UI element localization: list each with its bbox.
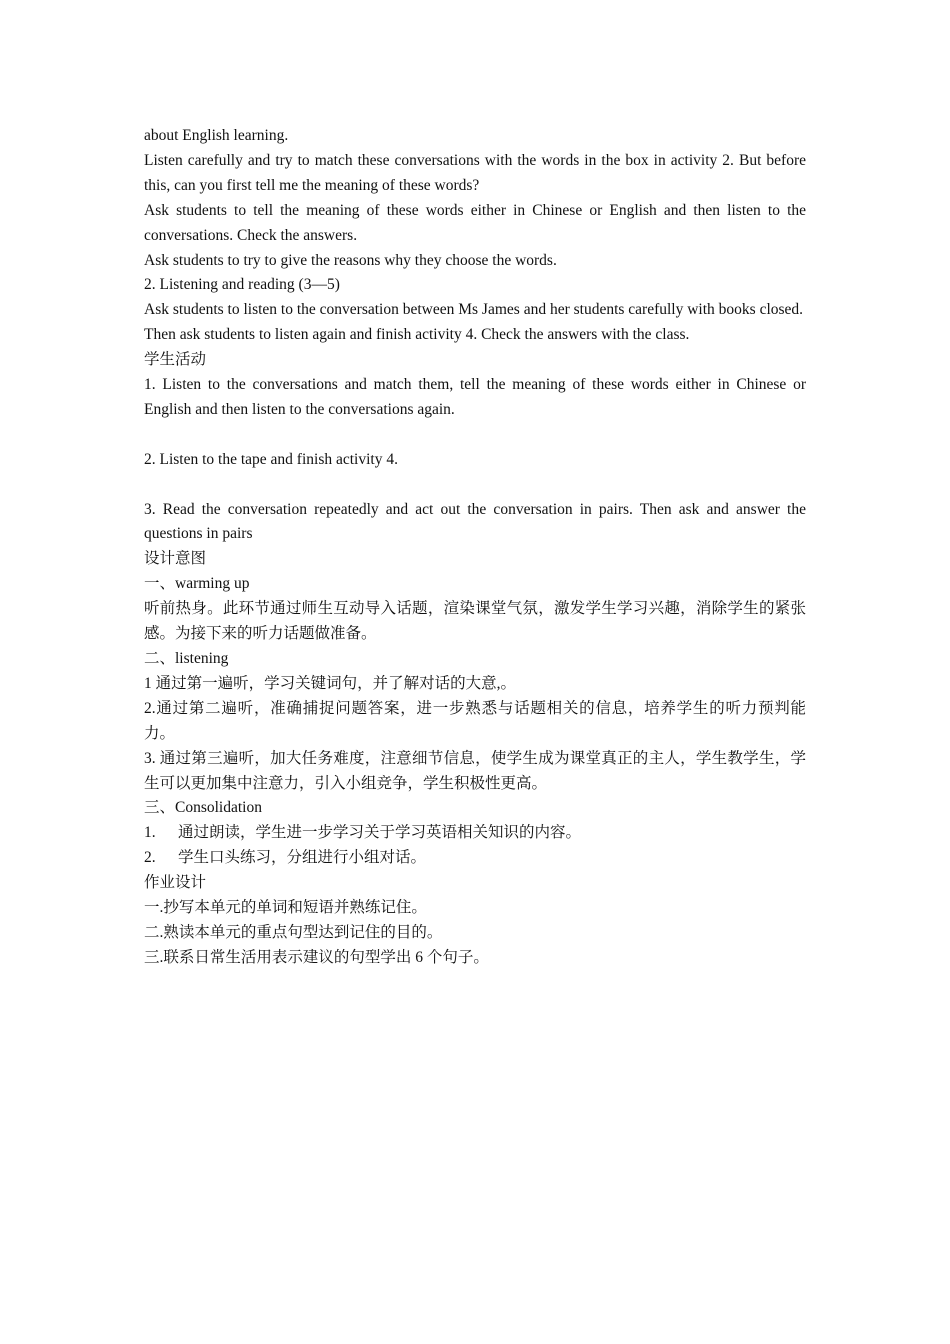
- text-line: Ask students to try to give the reasons why they choose the words.: [144, 251, 557, 269]
- subheading: 一、warming up: [144, 575, 250, 593]
- homework-item: 二.熟读本单元的重点句型达到记住的目的。: [144, 923, 443, 941]
- text-paragraph: 听前热身。此环节通过师生互动导入话题，渲染课堂气氛，激发学生学习兴趣，消除学生的紧张感。为接下来的听力话题做准备。: [144, 600, 806, 643]
- homework-item: 三.联系日常生活用表示建议的句型学出 6 个句子。: [144, 948, 489, 966]
- homework-item: 一.抄写本单元的单词和短语并熟练记住。: [144, 899, 427, 917]
- text-line: Then ask students to listen again and finish activity 4. Check the answers with the class.: [144, 326, 690, 344]
- activity-item: 3. Read the conversation repeatedly and act out the conversation in pairs. Then ask and answer the questions in pairs: [144, 500, 806, 543]
- text-paragraph: 2.通过第二遍听，准确捕捉问题答案，进一步熟悉与话题相关的信息，培养学生的听力预判能力。: [144, 699, 806, 742]
- text-paragraph: 3. 通过第三遍听，加大任务难度，注意细节信息，使学生成为课堂真正的主人，学生教学生，学生可以更加集中注意力，引入小组竞争，学生积极性更高。: [144, 749, 806, 792]
- list-item: [144, 821, 806, 846]
- text-line: 1 通过第一遍听，学习关键词句，并了解对话的大意,。: [144, 674, 517, 692]
- section-heading: 2. Listening and reading (3—5): [144, 276, 340, 294]
- subheading: 二、listening: [144, 650, 229, 667]
- text-paragraph: Listen carefully and try to match these conversations with the words in the box in activity 2. But before this, can you first tell me the meaning of these words?: [144, 151, 806, 194]
- subheading: 三、Consolidation: [144, 799, 262, 817]
- blank-line: [144, 423, 806, 448]
- list-number: 2.: [144, 849, 156, 867]
- activity-item: 1. Listen to the conversations and match them, tell the meaning of these words either in Chinese or English and then listen to the conversations again.: [144, 376, 806, 418]
- document-page: [144, 124, 806, 971]
- list-text: 学生口头练习，分组进行小组对话。: [178, 849, 427, 867]
- list-item: [144, 846, 806, 871]
- activity-item: 2. Listen to the tape and finish activity 4.: [144, 450, 398, 468]
- text-paragraph: Ask students to tell the meaning of these words either in Chinese or English and then listen to the conversations. Check the answers.: [144, 201, 806, 244]
- section-heading-homework: 作业设计: [144, 874, 207, 892]
- list-number: 1.: [144, 824, 156, 842]
- text-line: about English learning.: [144, 127, 289, 144]
- section-heading-student-activity: 学生活动: [144, 351, 207, 369]
- list-text: 通过朗读，学生进一步学习关于学习英语相关知识的内容。: [178, 824, 582, 842]
- blank-line: [144, 473, 806, 498]
- section-heading-design-intent: 设计意图: [144, 550, 207, 568]
- text-paragraph: Ask students to listen to the conversation between Ms James and her students carefully with books closed.: [144, 301, 804, 319]
